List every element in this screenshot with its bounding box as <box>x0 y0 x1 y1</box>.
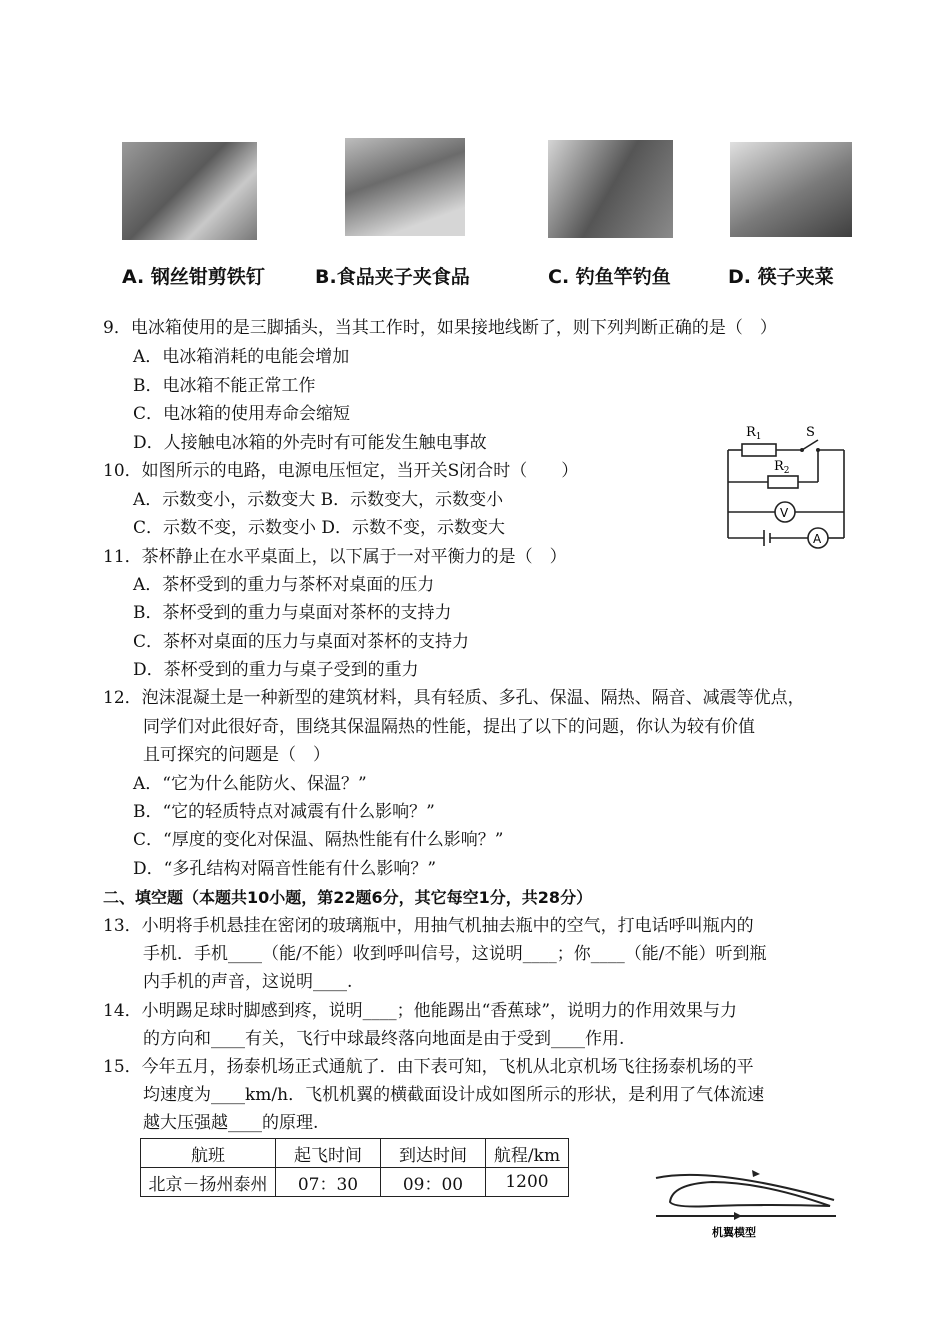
caption-b: B.食品夹子夹食品 <box>315 266 470 288</box>
q9-stem: 9．电冰箱使用的是三脚插头，当其工作时，如果接地线断了，则下列判断正确的是（ ） <box>103 318 777 338</box>
q15-line1: 15．今年五月，扬泰机场正式通航了．由下表可知，飞机从北京机场飞往扬泰机场的平 <box>103 1057 754 1077</box>
voltmeter-label: V <box>780 506 789 520</box>
q9-option-d: D．人接触电冰箱的外壳时有可能发生触电事故 <box>133 433 487 453</box>
table-cell: 09：00 <box>381 1168 486 1197</box>
q13-line1: 13．小明将手机悬挂在密闭的玻璃瓶中，用抽气机抽去瓶中的空气，打电话呼叫瓶内的 <box>103 916 754 936</box>
q9-option-a: A．电冰箱消耗的电能会增加 <box>133 347 350 367</box>
q12-option-b: B．“它的轻质特点对减震有什么影响？” <box>133 802 435 822</box>
q11-stem: 11．茶杯静止在水平桌面上，以下属于一对平衡力的是（ ） <box>103 547 567 567</box>
table-header-cell: 航程/km <box>486 1139 569 1168</box>
q14-line2: 的方向和____有关，飞行中球最终落向地面是由于受到____作用. <box>143 1029 625 1049</box>
q9-option-b: B．电冰箱不能正常工作 <box>133 376 316 396</box>
flight-table <box>140 1138 569 1197</box>
q10-stem: 10．如图所示的电路，电源电压恒定，当开关S闭合时（ ） <box>103 461 579 481</box>
q12-stem-line1: 12．泡沫混凝土是一种新型的建筑材料，具有轻质、多孔、保温、隔热、隔音、减震等优点， <box>103 688 805 708</box>
r1-label: $R_1$ <box>746 425 762 442</box>
q10-option-ab: A．示数变小，示数变大 B．示数变大，示数变小 <box>133 490 504 510</box>
q14-line1: 14．小明踢足球时脚感到疼，说明____；他能踢出“香蕉球”，说明力的作用效果与力 <box>103 1001 738 1021</box>
caption-c: C. 钓鱼竿钓鱼 <box>548 266 671 288</box>
q13-line3: 内手机的声音，这说明____. <box>143 972 353 992</box>
q9-option-c: C．电冰箱的使用寿命会缩短 <box>133 404 351 424</box>
q11-option-a: A．茶杯受到的重力与茶杯对桌面的压力 <box>133 575 435 595</box>
q11-option-c: C．茶杯对桌面的压力与桌面对茶杯的支持力 <box>133 632 470 652</box>
table-cell: 北京－扬州泰州 <box>141 1168 276 1197</box>
q12-stem-line2: 同学们对此很好奇，围绕其保温隔热的性能，提出了以下的问题，你认为较有价值 <box>143 717 755 737</box>
table-header-row <box>141 1139 569 1168</box>
photo-pliers <box>122 142 257 240</box>
wing-diagram <box>652 1162 842 1242</box>
circuit-diagram <box>720 420 850 555</box>
photo-fishing-rod <box>548 140 673 238</box>
section2-title: 二、填空题（本题共10小题，第22题6分，其它每空1分，共28分） <box>103 888 593 907</box>
q12-option-a: A．“它为什么能防火、保温？” <box>133 774 367 794</box>
wing-label: 机翼模型 <box>712 1226 756 1239</box>
table-cell: 07：30 <box>276 1168 381 1197</box>
r2-label: $R_2$ <box>774 459 790 476</box>
caption-a: A. 钢丝钳剪铁钉 <box>122 266 265 288</box>
q15-line3: 越大压强越____的原理. <box>143 1113 319 1133</box>
table-header-cell: 航班 <box>141 1139 276 1168</box>
table-cell: 1200 <box>486 1168 569 1197</box>
table-row <box>141 1168 569 1197</box>
photo-chopsticks <box>730 142 852 237</box>
table-header-cell: 到达时间 <box>381 1139 486 1168</box>
q10-option-cd: C．示数不变，示数变小 D．示数不变，示数变大 <box>133 518 506 538</box>
q11-option-b: B．茶杯受到的重力与桌面对茶杯的支持力 <box>133 603 452 623</box>
switch-label: S <box>806 425 815 440</box>
q12-option-d: D．“多孔结构对隔音性能有什么影响？” <box>133 859 437 879</box>
photo-food-tongs <box>345 138 465 236</box>
q13-line2: 手机．手机____（能/不能）收到呼叫信号，这说明____；你____（能/不能）听到瓶 <box>143 944 767 964</box>
q12-option-c: C．“厚度的变化对保温、隔热性能有什么影响？” <box>133 830 504 850</box>
q12-stem-line3: 且可探究的问题是（ ） <box>143 745 330 765</box>
caption-d: D. 筷子夹菜 <box>728 266 834 288</box>
q15-line2: 均速度为____km/h．飞机机翼的横截面设计成如图所示的形状，是利用了气体流速 <box>143 1085 765 1105</box>
table-header-cell: 起飞时间 <box>276 1139 381 1168</box>
ammeter-label: A <box>813 532 822 546</box>
q11-option-d: D．茶杯受到的重力与桌子受到的重力 <box>133 660 419 680</box>
